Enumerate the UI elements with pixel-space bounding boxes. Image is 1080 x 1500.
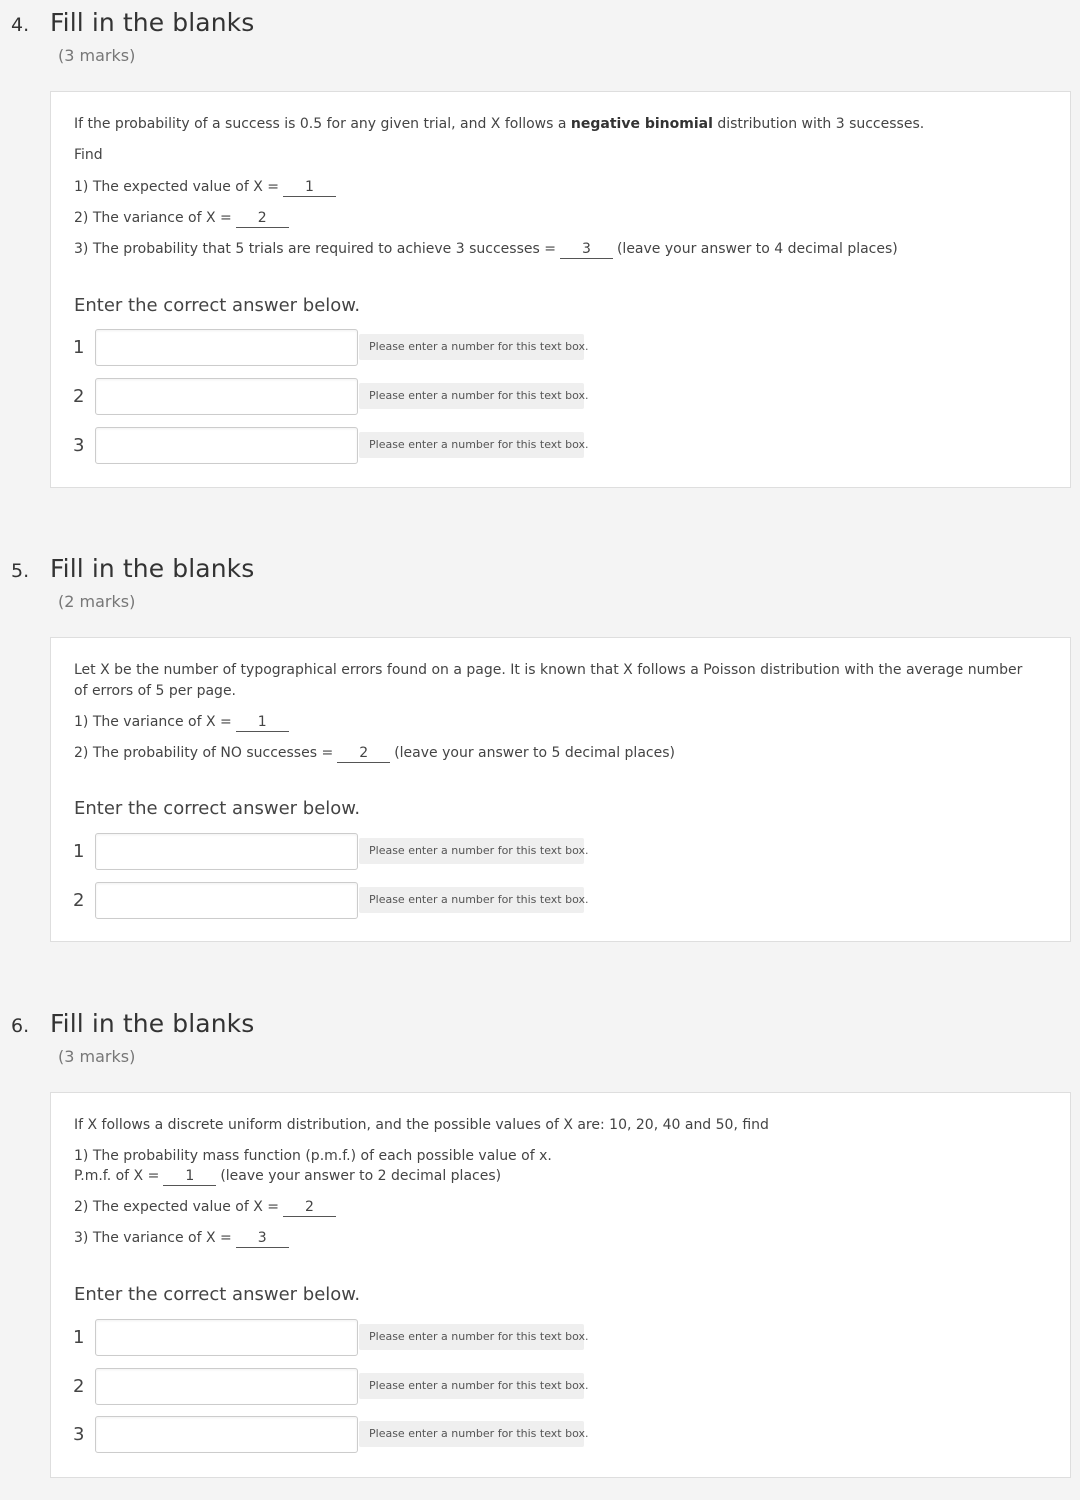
- question-header: [0, 8, 400, 48]
- find-label: Find: [74, 147, 103, 163]
- blank-item: 2) The variance of X = 2: [74, 208, 293, 229]
- answer-row: [51, 1416, 611, 1454]
- question-6: [0, 1009, 1080, 1479]
- input-hint: Please enter a number for this text box.: [359, 334, 584, 360]
- question-title: Fill in the blanks: [50, 1009, 255, 1038]
- question-marks: (3 marks): [58, 46, 136, 65]
- answer-input[interactable]: [95, 427, 358, 464]
- question-marks: (2 marks): [58, 592, 136, 611]
- input-hint: Please enter a number for this text box.: [359, 838, 584, 864]
- answer-input[interactable]: [95, 1416, 358, 1453]
- question-header: [0, 1009, 400, 1049]
- blank-marker: 1: [163, 1167, 216, 1186]
- input-hint: Please enter a number for this text box.: [359, 1421, 584, 1447]
- answer-row: [51, 882, 611, 920]
- question-4: [0, 8, 1080, 488]
- question-card: [50, 1092, 1071, 1478]
- answer-input[interactable]: [95, 833, 358, 870]
- answer-label: 1: [73, 1327, 85, 1348]
- question-marks: (3 marks): [58, 1047, 136, 1066]
- answer-input[interactable]: [95, 1319, 358, 1356]
- question-card: [50, 637, 1071, 942]
- question-5: [0, 554, 1080, 944]
- question-intro: Let X be the number of typographical errors found on a page. It is known that X follows a Poisson distribution with the average number of errors of 5 per page.: [74, 662, 1023, 699]
- question-number: 5.: [11, 560, 30, 582]
- answer-prompt: Enter the correct answer below.: [74, 1284, 361, 1305]
- input-hint: Please enter a number for this text box.: [359, 1373, 584, 1399]
- input-hint: Please enter a number for this text box.: [359, 1324, 584, 1350]
- question-title: Fill in the blanks: [50, 8, 255, 37]
- blank-marker: 3: [560, 240, 613, 259]
- answer-row: [51, 378, 611, 416]
- blank-marker: 2: [236, 209, 289, 228]
- blank-item: 1) The variance of X = 1: [74, 712, 293, 733]
- blank-item: P.m.f. of X = 1 (leave your answer to 2 decimal places): [74, 1168, 502, 1184]
- answer-row: [51, 833, 611, 871]
- blank-marker: 1: [283, 178, 336, 197]
- answer-label: 2: [73, 1376, 85, 1397]
- question-title: Fill in the blanks: [50, 554, 255, 583]
- answer-input[interactable]: [95, 1368, 358, 1405]
- answer-prompt: Enter the correct answer below.: [74, 798, 361, 819]
- answer-input[interactable]: [95, 378, 358, 415]
- item-description: 1) The probability mass function (p.m.f.) of each possible value of x.: [74, 1148, 552, 1164]
- answer-row: [51, 1368, 611, 1406]
- question-number: 4.: [11, 14, 30, 36]
- blank-marker: 2: [337, 744, 390, 763]
- question-intro: If X follows a discrete uniform distribution, and the possible values of X are: 10, 20, 40 and 50, find: [74, 1117, 769, 1133]
- blank-marker: 2: [283, 1198, 336, 1217]
- blank-item: 2) The expected value of X = 2: [74, 1197, 340, 1218]
- emphasis-text: negative binomial: [570, 116, 713, 132]
- answer-label: 1: [73, 337, 85, 358]
- question-card: [50, 91, 1071, 488]
- answer-input[interactable]: [95, 329, 358, 366]
- answer-row: [51, 427, 611, 465]
- input-hint: Please enter a number for this text box.: [359, 887, 584, 913]
- blank-item: 2) The probability of NO successes = 2 (leave your answer to 5 decimal places): [74, 745, 675, 761]
- blank-marker: 1: [236, 713, 289, 732]
- question-header: [0, 554, 400, 594]
- answer-label: 1: [73, 841, 85, 862]
- blank-item: 3) The probability that 5 trials are required to achieve 3 successes = 3 (leave your answer to 4 decimal places): [74, 241, 898, 257]
- blank-marker: 3: [236, 1229, 289, 1248]
- answer-label: 3: [73, 435, 85, 456]
- answer-label: 2: [73, 890, 85, 911]
- input-hint: Please enter a number for this text box.: [359, 432, 584, 458]
- blank-item: 1) The expected value of X = 1: [74, 177, 340, 198]
- answer-prompt: Enter the correct answer below.: [74, 295, 361, 316]
- blank-item: 3) The variance of X = 3: [74, 1228, 293, 1249]
- answer-label: 3: [73, 1424, 85, 1445]
- answer-row: [51, 1319, 611, 1357]
- question-intro: If the probability of a success is 0.5 for any given trial, and X follows a negative binomial distribution with 3 successes.: [74, 116, 925, 132]
- input-hint: Please enter a number for this text box.: [359, 383, 584, 409]
- answer-input[interactable]: [95, 882, 358, 919]
- question-number: 6.: [11, 1015, 30, 1037]
- answer-row: [51, 329, 611, 367]
- answer-label: 2: [73, 386, 85, 407]
